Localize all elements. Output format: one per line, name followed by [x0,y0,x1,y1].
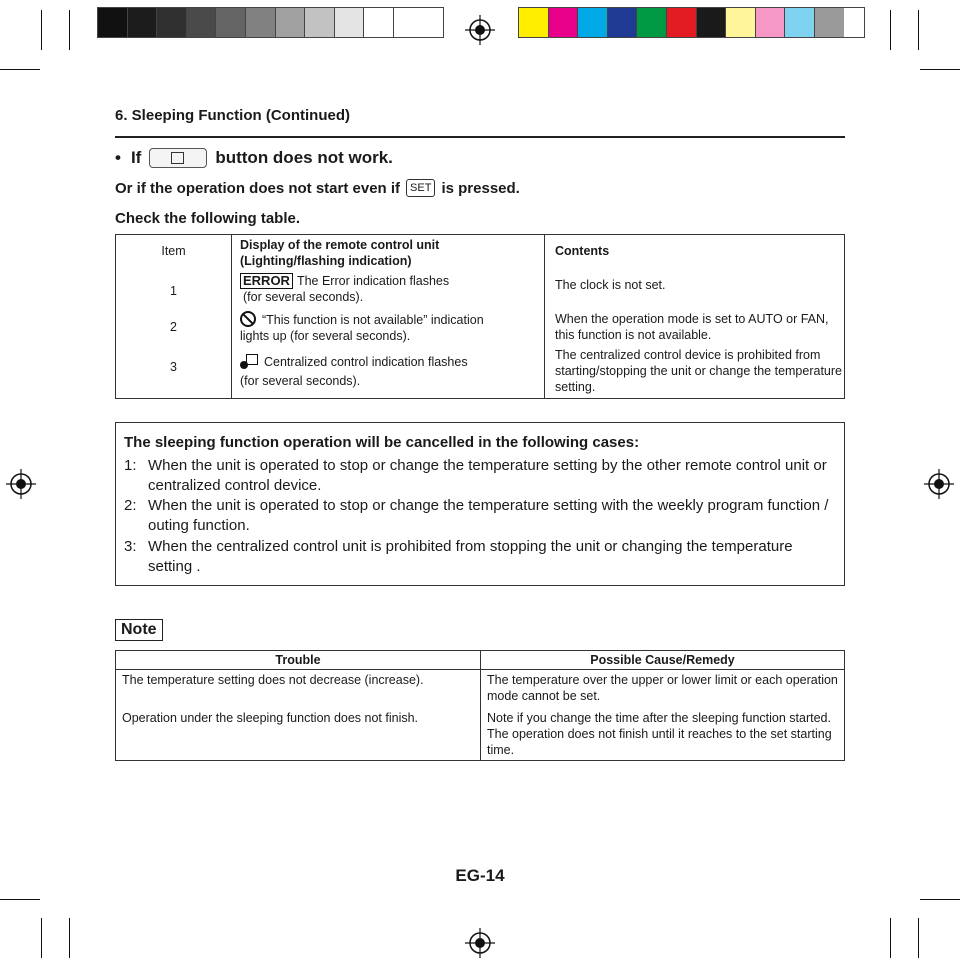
row-contents-text: The clock is not set. [555,277,666,292]
gray-swatch [98,8,128,37]
crop-mark [920,69,960,70]
list-item-number: 1: [124,457,137,474]
trouble-table [115,650,845,761]
gray-swatch [216,8,246,37]
crop-mark [0,69,40,70]
row-contents-text: The centralized control device is prohibited from starting/stopping the unit or change the temperature setting. [555,347,842,394]
intro-line-1-rest: button does not work. [215,148,393,167]
header-contents-label: Contents [555,244,610,258]
header-cause: Possible Cause/Remedy [481,651,845,670]
gray-swatch [276,8,306,37]
centralized-control-icon [240,353,258,369]
intro-line-3: Check the following table. [115,210,301,227]
row-contents-text: When the operation mode is set to AUTO or FAN, this function is not available. [555,311,829,342]
table-row [116,309,845,347]
gray-swatch [157,8,187,37]
color-swatch [726,8,756,37]
row-display-line1 [240,273,544,289]
crop-mark [69,918,70,958]
row-cause: The temperature over the upper or lower limit or each operation mode cannot be set. [487,673,838,703]
intro-line-2 [115,179,520,197]
row-item [116,271,232,309]
gray-swatch [246,8,276,37]
sleep-button-icon [149,148,207,168]
crop-mark [890,918,891,958]
row-item [116,309,232,347]
gray-swatch [128,8,158,37]
registration-mark-icon [465,15,495,45]
section-divider [115,136,845,138]
header-display-line2: (Lighting/flashing indication) [240,254,412,268]
gray-swatch [394,8,421,37]
list-item-text: When the unit is operated to stop or change the temperature setting by the other remote control unit or centralized control device. [148,457,827,494]
page-number: EG-14 [455,866,505,885]
header-display-line1: Display of the remote control unit [240,238,440,252]
if-word: If [130,148,142,167]
gray-swatch [364,8,394,37]
cancellation-title: The sleeping function operation will be cancelled in the following cases: [124,434,640,451]
table-row [116,708,845,761]
registration-mark-icon [924,469,954,499]
error-indicator-icon: ERROR [240,273,293,289]
list-item-text: When the unit is operated to stop or change the temperature setting with the weekly program function / outing function. [148,497,829,534]
list-item-number: 2: [124,497,137,514]
color-swatch [667,8,697,37]
row-display [232,309,545,347]
row-contents [545,347,845,399]
row-item [116,347,232,399]
gray-swatch [335,8,365,37]
row-display-line2: lights up (for several seconds). [240,328,411,343]
row-display-text: The Error indication flashes [296,273,450,288]
check-table [115,234,845,399]
row-contents [545,309,845,347]
not-available-icon [240,311,256,327]
row-cause: Note if you change the time after the sleeping function started. The operation does not finish until it reaches to the set starting time. [487,710,832,757]
gray-swatch [305,8,335,37]
table-header-row [116,651,845,670]
color-swatch [815,8,844,37]
crop-mark [920,899,960,900]
row-display [232,347,545,399]
color-swatch [637,8,667,37]
color-swatch [549,8,579,37]
color-swatch [608,8,638,37]
header-item-label: Item [161,244,186,258]
row-item-number: 1 [170,283,177,298]
header-trouble: Trouble [116,651,481,670]
row-display-line1 [240,311,544,328]
gray-color-bar [97,7,444,38]
crop-mark [0,899,40,900]
table-row [116,271,845,309]
header-contents [545,235,845,271]
note-label: Note [115,619,163,641]
crop-mark [69,10,70,50]
crop-mark [41,10,42,50]
row-display-line1 [240,353,544,370]
color-swatch [756,8,786,37]
set-key-icon: SET [406,179,435,197]
color-swatch [519,8,549,37]
cancellation-box [115,422,845,586]
bullet: • [115,148,121,167]
intro-line-1 [115,148,393,168]
header-item [116,235,232,271]
crop-mark [41,918,42,958]
row-display-text: Centralized control indication flashes [264,354,468,369]
table-row [116,347,845,399]
list-item-number: 3: [124,538,137,555]
intro-line-2-end: is pressed. [441,179,520,197]
row-trouble: Operation under the sleeping function does not finish. [116,708,481,761]
list-item-text: When the centralized control unit is prohibited from stopping the unit or changing the temperature setting . [148,538,793,575]
section-title: 6. Sleeping Function (Continued) [115,107,350,124]
header-display [232,235,545,271]
process-color-bar [518,7,865,38]
registration-mark-icon [6,469,36,499]
row-item-number: 3 [170,359,177,374]
intro-line-2-start: Or if the operation does not start even if [115,179,401,197]
row-display-text: “This function is not available” indication [262,312,484,327]
crop-mark [918,10,919,50]
crop-mark [918,918,919,958]
row-display-line2: (for several seconds). [240,373,361,388]
color-swatch [578,8,608,37]
row-trouble: The temperature setting does not decrease (increase). [116,670,481,708]
table-row [116,670,845,708]
row-display-line2: (for several seconds). [243,289,364,304]
color-swatch [785,8,815,37]
registration-mark-icon [465,928,495,958]
gray-swatch [187,8,217,37]
table-header-row [116,235,845,271]
crop-mark [890,10,891,50]
color-swatch [697,8,727,37]
row-display [232,271,545,309]
row-item-number: 2 [170,319,177,334]
row-contents [545,271,845,309]
